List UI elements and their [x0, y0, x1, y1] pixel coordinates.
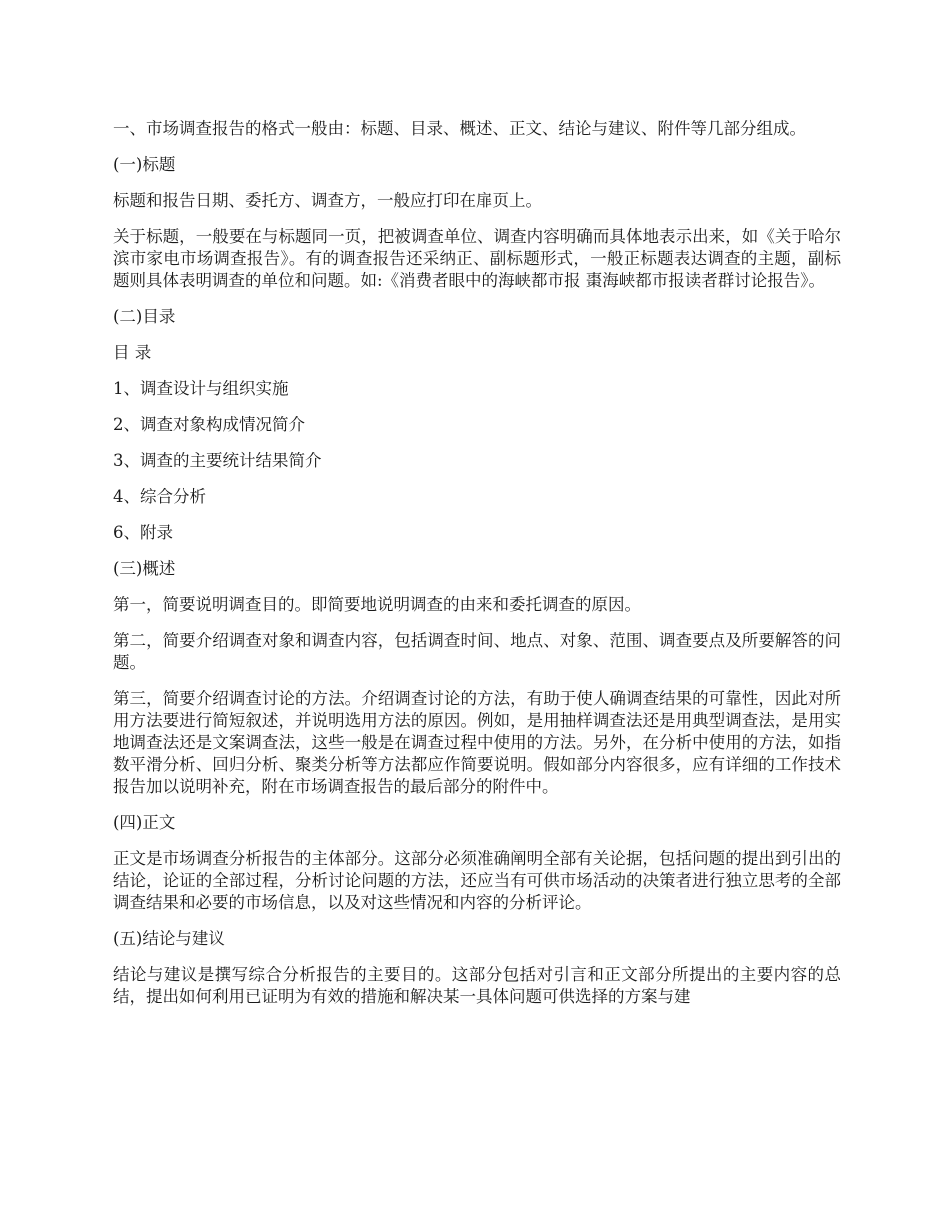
paragraph: 标题和报告日期、委托方、调查方，一般应打印在扉页上。 — [113, 191, 542, 210]
toc-item: 3、调查的主要统计结果简介 — [113, 451, 322, 470]
toc-heading: 目 录 — [113, 343, 152, 362]
toc-item: 4、综合分析 — [113, 487, 206, 506]
section-heading-conclusion: (五)结论与建议 — [113, 929, 225, 948]
document-body — [113, 118, 841, 1008]
section-heading-body: (四)正文 — [113, 813, 176, 832]
toc-item: 6、附录 — [113, 523, 173, 542]
paragraph: 第三，简要介绍调查讨论的方法。介绍调查讨论的方法，有助于使人确调查结果的可靠性，因此对所用方法要进行简短叙述，并说明选用方法的原因。例如，是用抽样调查法还是用典型调查法，是用实地调查法还是文案调查法，这些一般是在调查过程中使用的方法。另外，在分析中使用的方法，如指数平滑分析、回归分析、聚类分析等方法都应作简要说明。假如部分内容很多，应有详细的工作技术报告加以说明补充，附在市场调查报告的最后部分的附件中。 — [113, 689, 841, 796]
section-heading-toc: (二)目录 — [113, 307, 176, 326]
paragraph: 关于标题，一般要在与标题同一页，把被调查单位、调查内容明确而具体地表示出来，如《关于哈尔滨市家电市场调查报告》。有的调查报告还采纳正、副标题形式，一般正标题表达调查的主题，副标题则具体表明调查的单位和问题。如:《消费者眼中的海峡都市报 棗海峡都市报读者群讨论报告》。 — [113, 227, 841, 290]
section-heading-overview: (三)概述 — [113, 559, 176, 578]
paragraph: 正文是市场调查分析报告的主体部分。这部分必须准确阐明全部有关论据，包括问题的提出到引出的结论，论证的全部过程，分析讨论问题的方法，还应当有可供市场活动的决策者进行独立思考的全部调查结果和必要的市场信息，以及对这些情况和内容的分析评论。 — [113, 849, 841, 912]
toc-item: 1、调查设计与组织实施 — [113, 379, 289, 398]
paragraph: 结论与建议是撰写综合分析报告的主要目的。这部分包括对引言和正文部分所提出的主要内容的总结，提出如何利用已证明为有效的措施和解决某一具体问题可供选择的方案与建 — [113, 965, 841, 1006]
paragraph: 第二，简要介绍调查对象和调查内容，包括调查时间、地点、对象、范围、调查要点及所要解答的问题。 — [113, 631, 841, 672]
paragraph: 第一，简要说明调查目的。即简要地说明调查的由来和委托调查的原因。 — [113, 595, 641, 614]
intro-paragraph: 一、市场调查报告的格式一般由：标题、目录、概述、正文、结论与建议、附件等几部分组成。 — [113, 119, 806, 138]
section-heading-title: (一)标题 — [113, 155, 176, 174]
toc-item: 2、调查对象构成情况简介 — [113, 415, 305, 434]
